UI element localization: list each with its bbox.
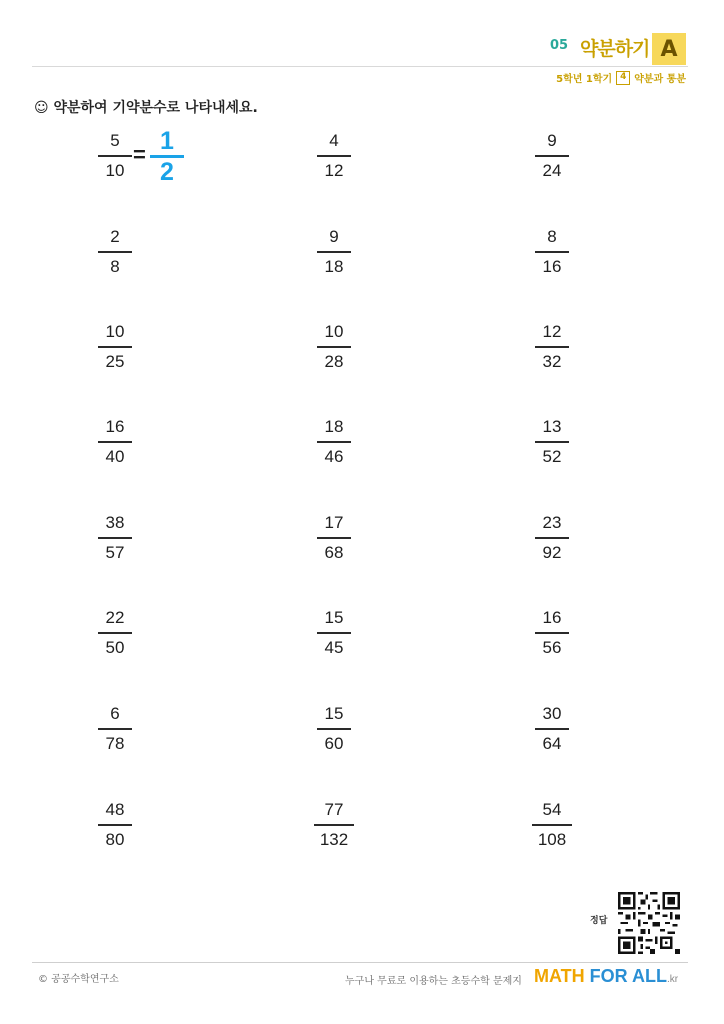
unit-number-box: 4 <box>616 71 630 85</box>
numerator: 4 <box>329 131 339 150</box>
fraction-problem <box>98 416 132 468</box>
fraction-bar <box>314 824 354 826</box>
brand-math: MATH <box>534 966 590 986</box>
denominator: 8 <box>110 257 120 276</box>
fraction-problem <box>98 607 132 659</box>
fraction-bar <box>98 632 132 634</box>
denominator: 40 <box>105 447 125 466</box>
fraction-bar <box>317 441 351 443</box>
fraction-bar <box>535 251 569 253</box>
numerator: 16 <box>542 608 562 627</box>
denominator: 18 <box>324 257 344 276</box>
fraction-bar <box>317 632 351 634</box>
numerator: 18 <box>324 417 344 436</box>
numerator: 77 <box>324 800 344 819</box>
denominator: 46 <box>324 447 344 466</box>
numerator: 2 <box>110 227 120 246</box>
fraction-problem <box>98 799 132 851</box>
fraction-problem <box>317 226 351 278</box>
numerator: 5 <box>110 131 120 150</box>
fraction-problem <box>535 512 569 564</box>
brand-suffix: .kr <box>666 974 679 985</box>
fraction-bar <box>317 251 351 253</box>
fraction-problem <box>535 703 569 755</box>
fraction-bar <box>317 155 351 157</box>
fraction-problem <box>98 130 132 182</box>
fraction-bar <box>98 346 132 348</box>
numerator: 6 <box>110 704 120 723</box>
numerator: 9 <box>329 227 339 246</box>
fraction-problem <box>98 703 132 755</box>
fraction-problem <box>535 607 569 659</box>
numerator: 22 <box>105 608 125 627</box>
fraction-problem <box>314 799 354 851</box>
fraction-bar <box>535 537 569 539</box>
fraction-bar <box>535 728 569 730</box>
worksheet-number: 05 <box>550 38 569 53</box>
worksheet-title: 약분하기 <box>580 38 650 60</box>
numerator: 13 <box>542 417 562 436</box>
fraction-problem <box>532 799 572 851</box>
level-badge: A <box>652 33 686 65</box>
instruction-text: ☺ 약분하여 기약분수로 나타내세요. <box>34 100 258 116</box>
numerator: 16 <box>105 417 125 436</box>
answer-denominator: 2 <box>160 158 174 186</box>
numerator: 15 <box>324 608 344 627</box>
fraction-bar <box>317 728 351 730</box>
fraction-problem <box>535 416 569 468</box>
fraction-problem <box>98 226 132 278</box>
denominator: 32 <box>542 352 562 371</box>
denominator: 68 <box>324 543 344 562</box>
fraction-problem <box>535 321 569 373</box>
answer-label: 정답 <box>590 916 608 926</box>
fraction-problem <box>317 130 351 182</box>
denominator: 45 <box>324 638 344 657</box>
fraction-bar <box>98 155 132 157</box>
header-divider <box>32 66 688 67</box>
fraction-problem <box>317 703 351 755</box>
numerator: 38 <box>105 513 125 532</box>
tagline-text: 누구나 무료로 이용하는 초등수학 문제지 <box>345 976 522 987</box>
denominator: 64 <box>542 734 562 753</box>
qr-code-icon[interactable] <box>618 892 680 954</box>
fraction-bar <box>535 346 569 348</box>
denominator: 92 <box>542 543 562 562</box>
denominator: 12 <box>324 161 344 180</box>
fraction-problem <box>317 607 351 659</box>
answer-numerator: 1 <box>160 127 174 155</box>
denominator: 108 <box>537 830 567 849</box>
denominator: 57 <box>105 543 125 562</box>
denominator: 132 <box>319 830 349 849</box>
fraction-problem <box>535 130 569 182</box>
fraction-problem <box>317 512 351 564</box>
fraction-bar <box>535 441 569 443</box>
denominator: 24 <box>542 161 562 180</box>
denominator: 78 <box>105 734 125 753</box>
fraction-bar <box>535 632 569 634</box>
numerator: 10 <box>324 322 344 341</box>
numerator: 48 <box>105 800 125 819</box>
brand-for-all: FOR ALL <box>589 966 667 986</box>
numerator: 8 <box>547 227 557 246</box>
fraction-bar <box>98 441 132 443</box>
numerator: 17 <box>324 513 344 532</box>
fraction-bar <box>98 251 132 253</box>
denominator: 25 <box>105 352 125 371</box>
footer-divider <box>32 962 688 963</box>
fraction-problem <box>317 321 351 373</box>
fraction-bar <box>317 537 351 539</box>
denominator: 28 <box>324 352 344 371</box>
fraction-bar <box>532 824 572 826</box>
numerator: 9 <box>547 131 557 150</box>
unit-title: 약분과 통분 <box>634 74 686 85</box>
unit-info <box>556 70 686 85</box>
denominator: 80 <box>105 830 125 849</box>
fraction-bar <box>98 537 132 539</box>
numerator: 30 <box>542 704 562 723</box>
equals-sign: = <box>133 142 146 167</box>
fraction-problem <box>535 226 569 278</box>
denominator: 56 <box>542 638 562 657</box>
fraction-problem <box>98 321 132 373</box>
grade-label: 5학년 1학기 <box>556 74 613 85</box>
numerator: 15 <box>324 704 344 723</box>
fraction-bar <box>98 824 132 826</box>
numerator: 23 <box>542 513 562 532</box>
fraction-problem <box>98 512 132 564</box>
denominator: 52 <box>542 447 562 466</box>
fraction-bar <box>317 346 351 348</box>
fraction-problem <box>317 416 351 468</box>
fraction-bar <box>98 728 132 730</box>
denominator: 10 <box>105 161 125 180</box>
denominator: 60 <box>324 734 344 753</box>
numerator: 12 <box>542 322 562 341</box>
example-answer <box>150 128 184 185</box>
numerator: 10 <box>105 322 125 341</box>
denominator: 16 <box>542 257 562 276</box>
copyright-text: © 공공수학연구소 <box>38 974 119 985</box>
fraction-bar <box>535 155 569 157</box>
denominator: 50 <box>105 638 125 657</box>
brand-logo[interactable] <box>534 966 678 987</box>
numerator: 54 <box>542 800 562 819</box>
